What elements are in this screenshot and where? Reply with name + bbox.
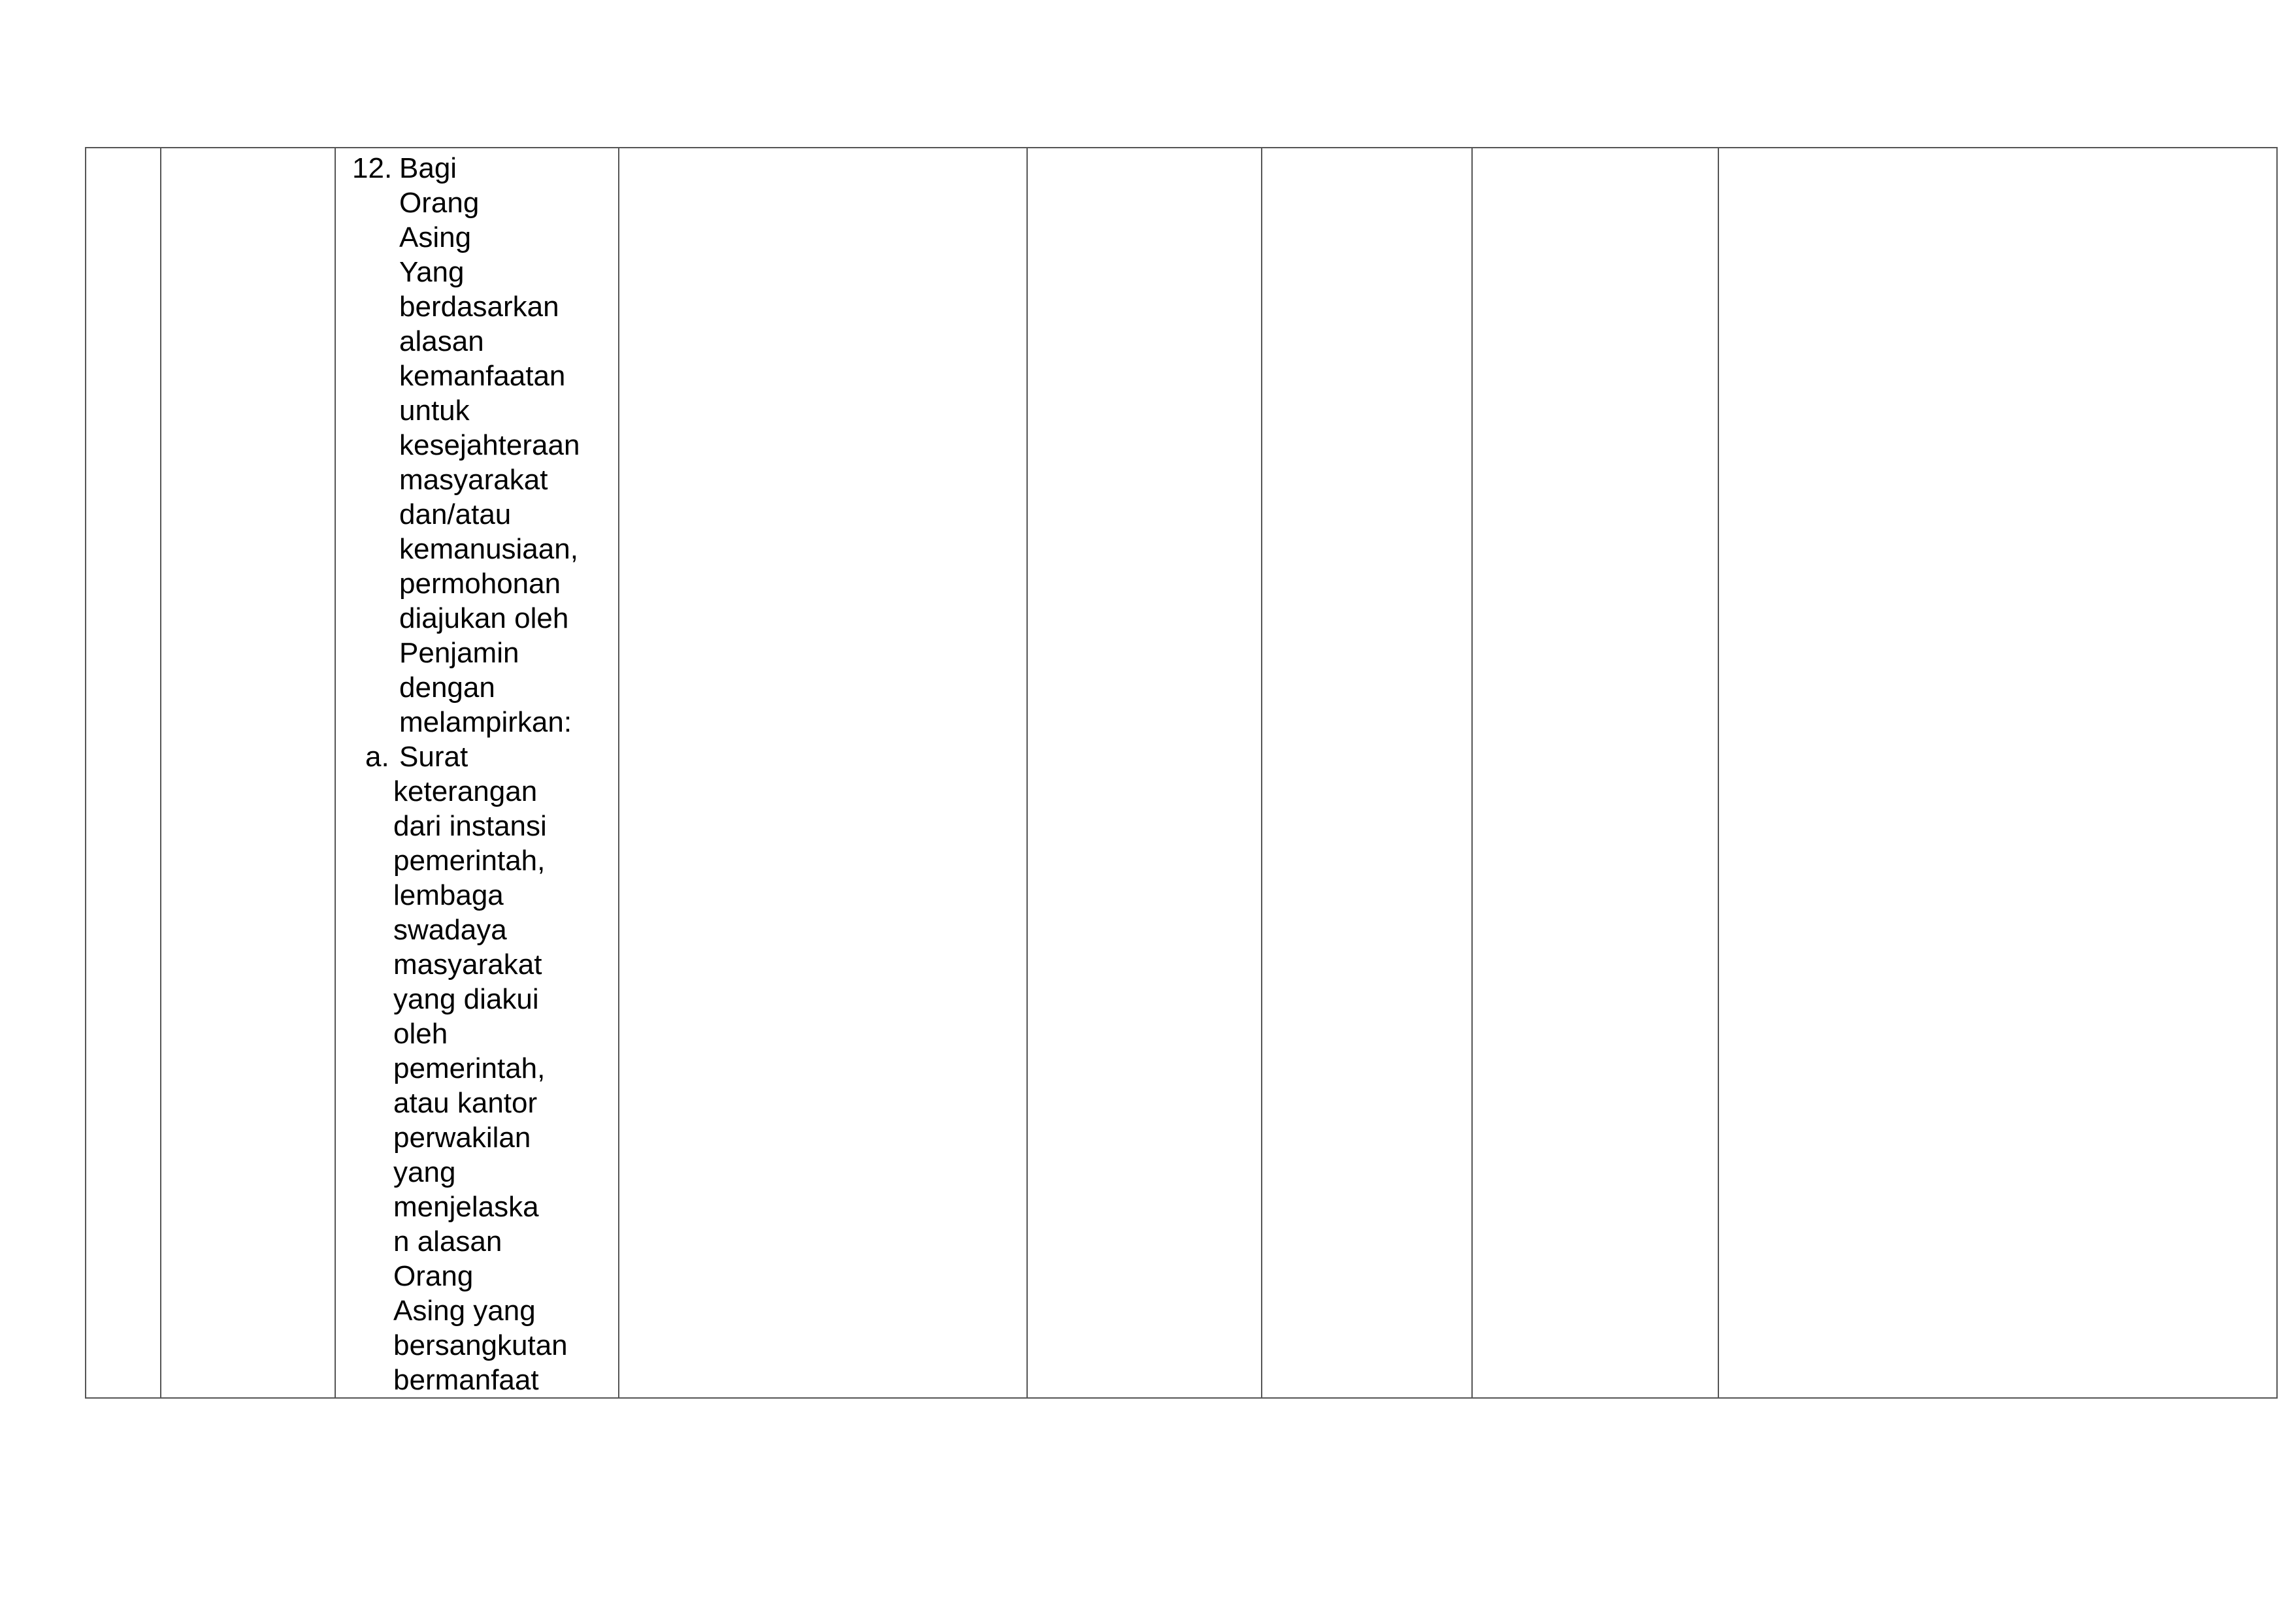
item-line: diajukan oleh <box>399 602 569 634</box>
item-line: Penjamin <box>399 637 519 669</box>
lettered-subitem <box>336 739 618 1397</box>
subitem-line: bersangkutan <box>393 1329 568 1361</box>
subitem-line: lembaga <box>393 879 504 911</box>
subitem-line: keterangan <box>393 775 538 807</box>
subitem-line: Orang <box>393 1260 474 1292</box>
item-line: permohonan <box>399 568 561 600</box>
subitem-line: swadaya <box>393 914 507 946</box>
table-row <box>86 148 2277 1398</box>
subitem-line: menjelaska <box>393 1191 539 1223</box>
table-cell-col-8 <box>1718 148 2277 1398</box>
table-cell-col-4 <box>619 148 1027 1398</box>
table-cell-col-1 <box>86 148 161 1398</box>
item-line: kemanusiaan, <box>399 533 578 565</box>
item-line: berdasarkan <box>399 291 559 323</box>
subitem-line: oleh <box>393 1018 448 1050</box>
subitem-line: n alasan <box>393 1226 502 1258</box>
subitem-line: Asing yang <box>393 1295 536 1327</box>
item-line: Orang <box>399 187 480 219</box>
table-cell-col-5 <box>1027 148 1262 1398</box>
numbered-item <box>336 151 618 739</box>
item-line: dengan <box>399 672 495 704</box>
table-cell-col-2 <box>161 148 335 1398</box>
requirements-table <box>85 147 2278 1399</box>
item-line: Asing <box>399 221 472 253</box>
subitem-line: perwakilan <box>393 1122 531 1154</box>
item-number: 12. <box>352 152 393 184</box>
subitem-line: bermanfaat <box>393 1364 539 1396</box>
item-line: melampirkan: <box>399 706 572 738</box>
item-line: alasan <box>399 325 484 357</box>
subitem-line: pemerintah, <box>393 845 546 877</box>
item-line: masyarakat <box>399 464 548 496</box>
table-cell-col-6 <box>1262 148 1472 1398</box>
table-cell-col-3 <box>335 148 619 1398</box>
subitem-line: yang diakui <box>393 983 539 1015</box>
item-line: untuk <box>399 395 470 427</box>
subitem-line: yang <box>393 1156 456 1188</box>
item-line: Bagi <box>399 152 457 184</box>
subitem-line: pemerintah, <box>393 1052 546 1084</box>
subitem-line: masyarakat <box>393 949 542 981</box>
subitem-line: Surat <box>399 741 468 773</box>
item-line: Yang <box>399 256 465 288</box>
requirement-text <box>336 148 618 1397</box>
item-line: kemanfaatan <box>399 360 566 392</box>
item-line: dan/atau <box>399 498 512 530</box>
subitem-letter: a. <box>365 741 389 773</box>
item-line: kesejahteraan <box>399 429 580 461</box>
table-cell-col-7 <box>1472 148 1718 1398</box>
subitem-line: dari instansi <box>393 810 547 842</box>
subitem-line: atau kantor <box>393 1087 538 1119</box>
